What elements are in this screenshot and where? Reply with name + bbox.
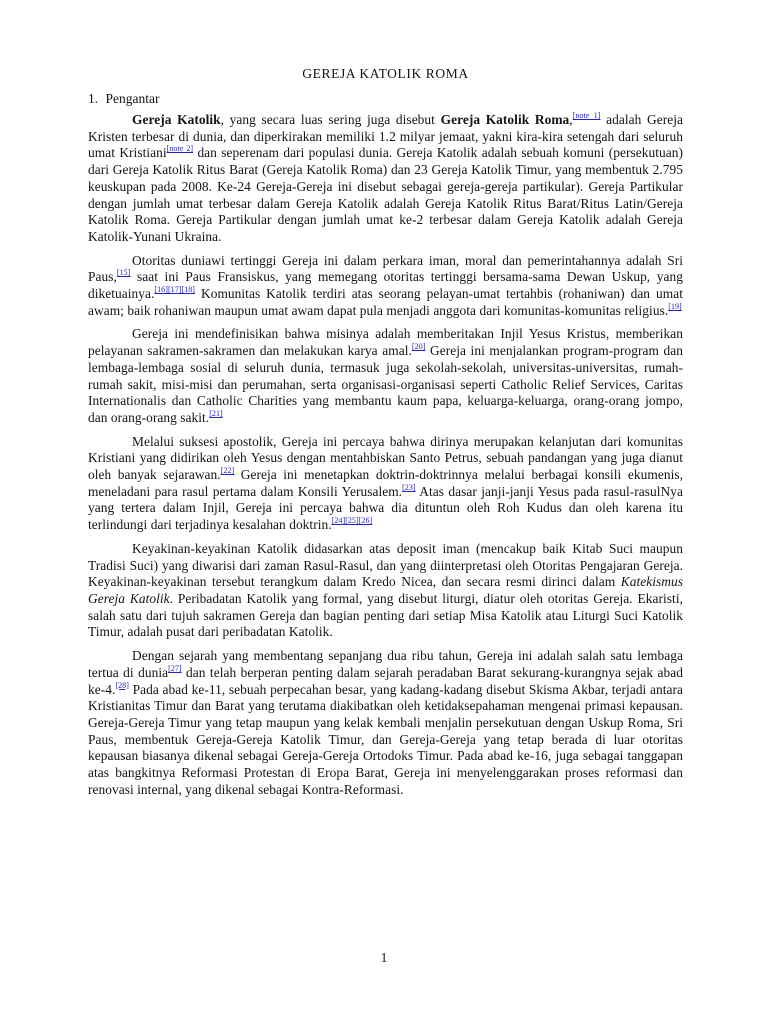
reference-link[interactable]: [28]	[115, 680, 129, 690]
paragraph-mission: Gereja ini mendefinisikan bahwa misinya adalah memberitakan Injil Yesus Kristus, memberikan pelayanan sakramen-sakramen dan melakukan karya amal.[20] Gereja ini menjalankan program-program dan lembaga-lembaga sosial di seluruh dunia, termasuk juga sekolah-sekolah, universitas-universitas, rumah-rumah sakit, misi-misi dan perumahan, serta organisasi-organisasi seperti Catholic Relief Services, Caritas Internationalis dan Catholic Charities yang membantu kaum papa, keluarga-keluarga, orang-orang jompo, dan orang-orang sakit.[21]	[88, 326, 683, 425]
reference-link[interactable]: [23]	[402, 482, 416, 492]
reference-link[interactable]: [note 2]	[166, 144, 194, 154]
section-number: 1.	[88, 91, 99, 106]
bold-term: Gereja Katolik Roma	[440, 112, 570, 127]
reference-link[interactable]: [20]	[411, 342, 426, 352]
paragraph-apostolic: Melalui suksesi apostolik, Gereja ini percaya bahwa dirinya merupakan kelanjutan dari komunitas Kristiani yang didirikan oleh Yesus dengan mentahbiskan Santo Petrus, sebuah pandangan yang juga dianut oleh banyak sejarawan.[22] Gereja ini menetapkan doktrin-doktrinnya melalui berbagai konsili ekumenis, meneladani para rasul pertama dalam Konsili Yerusalem.[23] Atas dasar janji-janji Yesus pada rasul-rasulNya yang tertera dalam Injil, Gereja ini percaya bahwa dia dituntun oleh Roh Kudus dan oleh karena itu terlindungi dari terjadinya kesalahan doktrin.[24][25][26]	[88, 433, 684, 533]
reference-link[interactable]: [19]	[668, 301, 682, 311]
reference-link[interactable]: [note 1]	[572, 111, 601, 120]
page-title: GEREJA KATOLIK ROMA	[302, 66, 469, 81]
reference-link[interactable]: [27]	[168, 663, 182, 673]
page-number: 1	[380, 950, 388, 965]
bold-term: Gereja Katolik	[132, 112, 221, 127]
paragraph-beliefs: Keyakinan-keyakinan Katolik didasarkan atas deposit iman (mencakup baik Kitab Suci maupun Tradisi Suci) yang diwarisi dari zaman Rasul-Rasul, dan yang diinterpretasi oleh Otoritas Pengajaran Gereja. Keyakinan-keyakinan tersebut terangkum dalam Kredo Nicea, dan secara resmi dirinci dalam Katekismus Gereja Katolik. Peribadatan Katolik yang formal, yang disebut liturgi, diatur oleh otoritas Gereja. Ekaristi, salah satu dari tujuh sakramen Gereja dan bagian penting dari setiap Misa Katolik atau Liturgi Suci Katolik Timur, adalah pusat dari peribadatan Katolik.	[88, 540, 683, 640]
reference-link[interactable]: [22]	[220, 466, 235, 476]
reference-link[interactable]: [24][25][26]	[331, 516, 373, 526]
paragraph-intro: Gereja Katolik, yang secara luas sering juga disebut Gereja Katolik Roma,[note 1] adalah Gereja Kristen terbesar di dunia, dan diperkirakan memiliki 1.2 milyar jemaat, yakni kira-kira setengah dari seluruh umat Kristiani[note 2] dan seperenam dari populasi dunia. Gereja Katolik adalah sebuah komuni (persekutuan) dari Gereja Katolik Ritus Barat (Gereja Katolik Roma) dan 23 Gereja Katolik Timur, yang membentuk 2.795 keuskupan pada 2008. Ke-24 Gereja-Gereja ini disebut sebagai gereja-gereja partikular). Gereja Partikular dengan jumlah umat terbesar dalam Gereja Katolik adalah Gereja Katolik Ritus Barat/Ritus Latin/Gereja Katolik Roma. Gereja Partikular dengan jumlah umat ke-2 terbesar dalam Gereja Katolik adalah Gereja Katolik-Yunani Ukraina.	[88, 111, 683, 244]
paragraph-authority: Otoritas duniawi tertinggi Gereja ini dalam perkara iman, moral dan pemerintahannya adalah Sri Paus,[15] saat ini Paus Fransiskus, yang memegang otoritas tertinggi bersama-sama Dewan Uskup, yang diketuainya.[16][17][18] Komunitas Katolik terdiri atas seorang pelayan-umat tertahbis (rohaniwan) dan umat awam; baik rohaniwan maupun umat awam dapat pula menjadi anggota dari komunitas-komunitas religius.[19]	[88, 252, 683, 318]
reference-link[interactable]: [21]	[209, 408, 223, 418]
italic-title: Katekismus Gereja Katolik	[88, 574, 683, 606]
section-heading-text: Pengantar	[105, 91, 160, 106]
reference-link[interactable]: [16][17][18]	[154, 285, 196, 295]
paragraph-history: Dengan sejarah yang membentang sepanjang dua ribu tahun, Gereja ini adalah salah satu lembaga tertua di dunia[27] dan telah berperan penting dalam sejarah peradaban Barat sekurang-kurangnya sejak abad ke-4.[28] Pada abad ke-11, sebuah perpecahan besar, yang kadang-kadang disebut Skisma Akbar, terjadi antara Kristianitas Timur dan Barat yang terutama diakibatkan oleh ketidaksepahaman mengenai primasi kepausan. Gereja-Gereja Timur yang tetap maupun yang kelak kembali menjalin persekutuan dengan Uskup Roma, Sri Paus, membentuk Gereja-Gereja Katolik Timur, dan Gereja-Gereja yang tetap berada di luar otoritas kepausan biasanya dikenal sebagai Gereja-Gereja Ortodoks Timur. Pada abad ke-16, juga sebagai tanggapan atas bangkitnya Reformasi Protestan di Eropa Barat, Gereja ini menyelenggarakan proses reformasi dan renovasi internal, yang dikenal sebagai Kontra-Reformasi.	[88, 648, 683, 797]
section-heading	[88, 91, 683, 107]
reference-link[interactable]: [15]	[116, 268, 131, 278]
